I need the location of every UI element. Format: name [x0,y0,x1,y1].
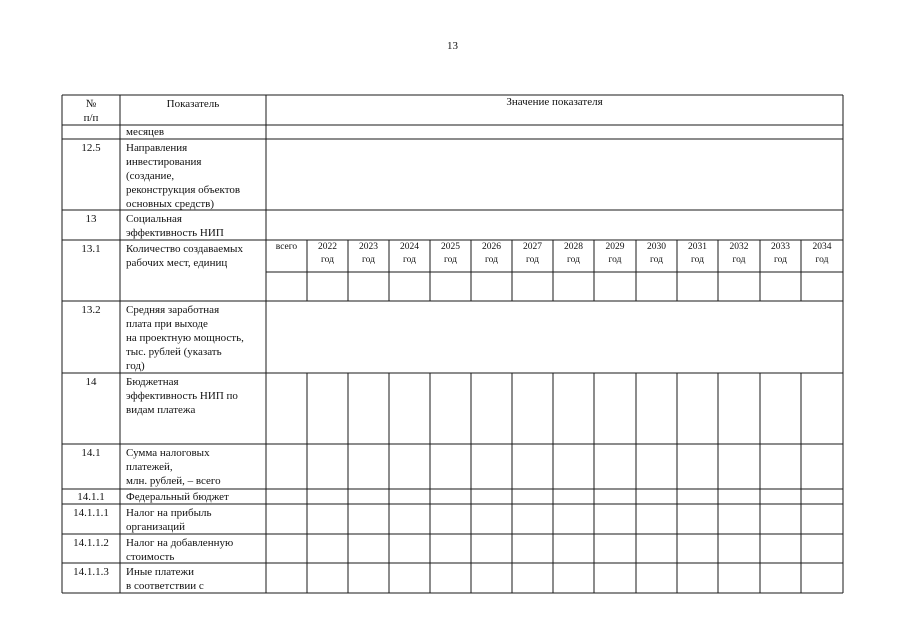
row-number: 14.1.1.2 [73,537,109,549]
row-number: 14.1.1 [77,491,105,503]
year-header: 2023 год [359,242,378,265]
year-header: 2026 год [482,242,501,265]
page-number: 13 [447,40,458,52]
year-header: 2033 год [771,242,790,265]
row-label: Федеральный бюджет [126,491,229,503]
year-header: 2032 год [729,242,749,265]
year-header-total: всего [275,242,298,252]
row-label: Налог на прибыль организаций [126,507,212,533]
row-number: 13.2 [81,304,101,316]
row-label: месяцев [126,126,165,138]
row-number: 14 [85,376,97,388]
row-label: Количество создаваемых рабочих мест, единиц [126,243,243,269]
row-label: Направления инвестирования (создание, реконструкция объектов основных средств) [126,142,241,210]
year-header: 2028 год [564,242,583,265]
year-header: 2029 год [605,242,625,265]
row-number: 14.1 [81,447,101,459]
row-number: 14.1.1.1 [73,507,109,519]
year-header: 2022 год [318,242,337,265]
year-header: 2027 год [523,242,542,265]
row-label: Средняя заработная плата при выходе на проектную мощность, тыс. рублей (указать год) [126,304,244,372]
year-header: 2024 год [400,242,419,265]
row-label: Бюджетная эффективность НИП по видам платежа [126,376,238,416]
row-label: Иные платежи в соответствии с [126,566,204,592]
row-label: Социальная эффективность НИП [126,213,224,239]
year-header: 2034 год [812,242,832,265]
header-indicator: Показатель [166,98,220,110]
header-value: Значение показателя [506,96,603,108]
year-header: 2030 год [647,242,666,265]
row-label: Налог на добавленную стоимость [126,537,234,563]
year-header: 2031 год [688,242,707,265]
year-header: 2025 год [441,242,460,265]
row-number: 13 [85,213,97,225]
row-label: Сумма налоговых платежей, млн. рублей, – всего [126,447,221,487]
row-number: 14.1.1.3 [73,566,109,578]
header-number: № п/п [83,98,99,124]
row-number: 13.1 [81,243,101,255]
row-number: 12.5 [81,142,101,154]
